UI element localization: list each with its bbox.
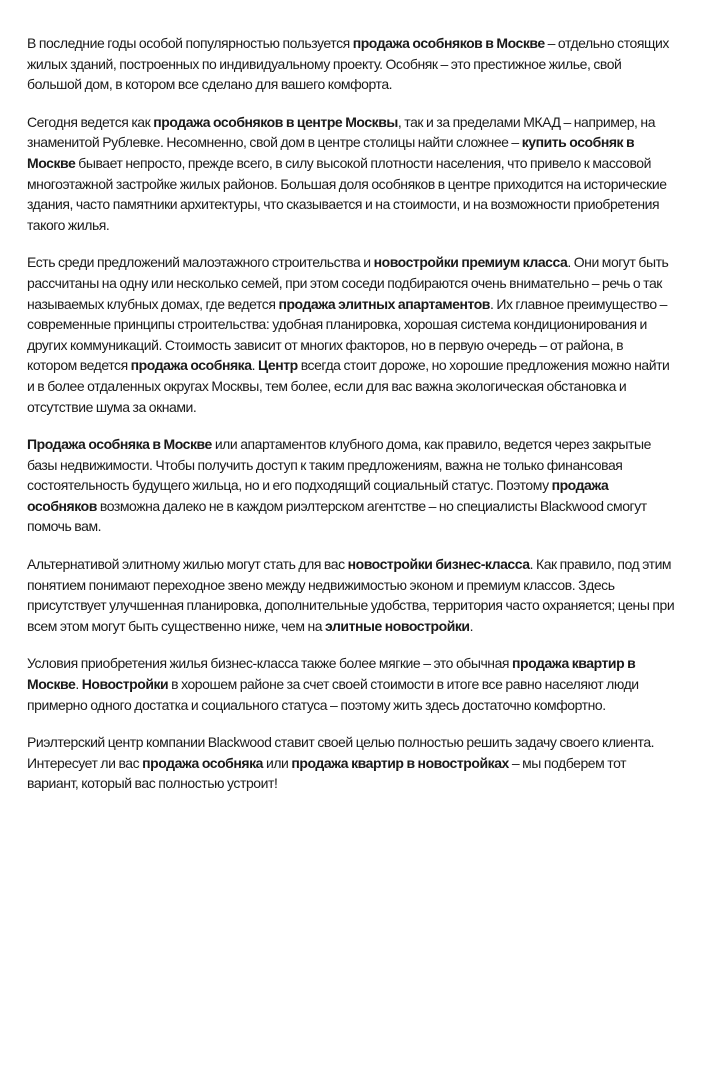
paragraph-3 <box>27 252 675 417</box>
text-segment: . Их главное преимущество – современные принципы строительства: удобная планировка, хорошая система кондиционирования и других коммуникаций. Стоимость зависит от многих факторов, но в первую очередь – от района, в котором ведется <box>27 295 667 374</box>
text-segment: Риэлтерский центр компании Blackwood ставит своей целью полностью решить задачу своего клиента. Интересует ли вас <box>27 734 655 771</box>
text-segment: Условия приобретения жилья бизнес-класса также более мягкие – это обычная <box>27 655 512 672</box>
paragraph-2 <box>27 112 675 236</box>
keyword-link: купить особняк в Москве <box>27 134 635 171</box>
keyword-link: продажа особняка <box>142 754 264 771</box>
keyword-link: продажа квартир в Москве <box>27 655 636 693</box>
paragraph-1 <box>27 33 675 95</box>
keyword-link: продажа особняков <box>27 477 609 514</box>
text-segment: или <box>263 754 292 771</box>
text-segment: Альтернативой элитному жилью могут стать для вас <box>27 556 348 573</box>
text-segment: Сегодня ведется как <box>27 113 154 130</box>
text-segment: . <box>469 617 474 634</box>
text-segment: . Они могут быть рассчитаны на одну или несколько семей, при этом соседи подбираются очень внимательно – речь о так называемых клубных домах, где ведется <box>27 254 669 312</box>
keyword-link: продажа элитных апартаментов <box>278 295 490 312</box>
text-segment: В последние годы особой популярностью пользуется <box>27 35 353 51</box>
paragraph-4 <box>27 434 675 537</box>
keyword-link: элитные новостройки <box>325 617 470 634</box>
text-segment: . <box>251 357 258 374</box>
text-segment: бывает непросто, прежде всего, в силу высокой плотности населения, что привело к массовой многоэтажной застройке жилых районов. Большая доля особняков в центре приходится на исторические здания, часто памятники архитектуры, что сказывается и на стоимости, и на возможности приобретения такого жилья. <box>27 154 667 233</box>
text-segment: – отдельно стоящих жилых зданий, построенных по индивидуальному проекту. Особняк – это престижное жилье, свой большой дом, в котором все сделано для вашего комфорта. <box>27 35 669 93</box>
keyword-link: продажа особняков в центре Москвы <box>153 113 398 130</box>
keyword-link: продажа особняков в Москве <box>352 35 545 51</box>
keyword-link: Продажа особняка в Москве <box>27 436 212 453</box>
text-segment: возможна далеко не в каждом риэлтерском агентстве – но специалисты Blackwood смогут помочь вам. <box>27 497 647 535</box>
paragraph-5 <box>27 554 675 636</box>
text-segment: или апартаментов клубного дома, как правило, ведется через закрытые базы недвижимости. Чтобы получить доступ к таким предложениям, важна не только финансовая состоятельность будущего жильца, но и его подходящий социальный статус. Поэтому <box>27 436 651 494</box>
keyword-link: продажа особняка <box>130 357 252 374</box>
text-segment: всегда стоит дороже, но хорошие предложения можно найти и в более отдаленных округах Москвы, тем более, если для вас важна экологическая обстановка и отсутствие шума за окнами. <box>27 357 670 415</box>
text-segment: . Как правило, под этим понятием понимают переходное звено между недвижимостью эконом и премиум классов. Здесь присутствует улучшенная планировка, дополнительные удобства, территория часто охраняется; цены при всем этом могут быть существенно ниже, чем на <box>27 556 675 634</box>
text-segment: . <box>75 676 82 693</box>
paragraph-7 <box>27 732 675 794</box>
keyword-link: новостройки бизнес-класса <box>347 556 530 573</box>
text-segment: в хорошем районе за счет своей стоимости в итоге все равно населяют люди примерно одного достатка и социального статуса – поэтому жить здесь достаточно комфортно. <box>27 676 639 713</box>
keyword-link: Новостройки <box>81 676 169 693</box>
keyword-link: продажа квартир в новостройках <box>291 754 509 771</box>
paragraph-6 <box>27 653 675 715</box>
text-segment: – мы подберем тот вариант, который вас полностью устроит! <box>27 754 627 792</box>
text-segment: Есть среди предложений малоэтажного строительства и <box>27 254 374 271</box>
keyword-link: новостройки премиум класса <box>373 254 568 271</box>
text-segment: , так и за пределами МКАД – например, на знаменитой Рублевке. Несомненно, свой дом в центре столицы найти сложнее – <box>27 113 656 151</box>
keyword-link: Центр <box>257 357 298 374</box>
